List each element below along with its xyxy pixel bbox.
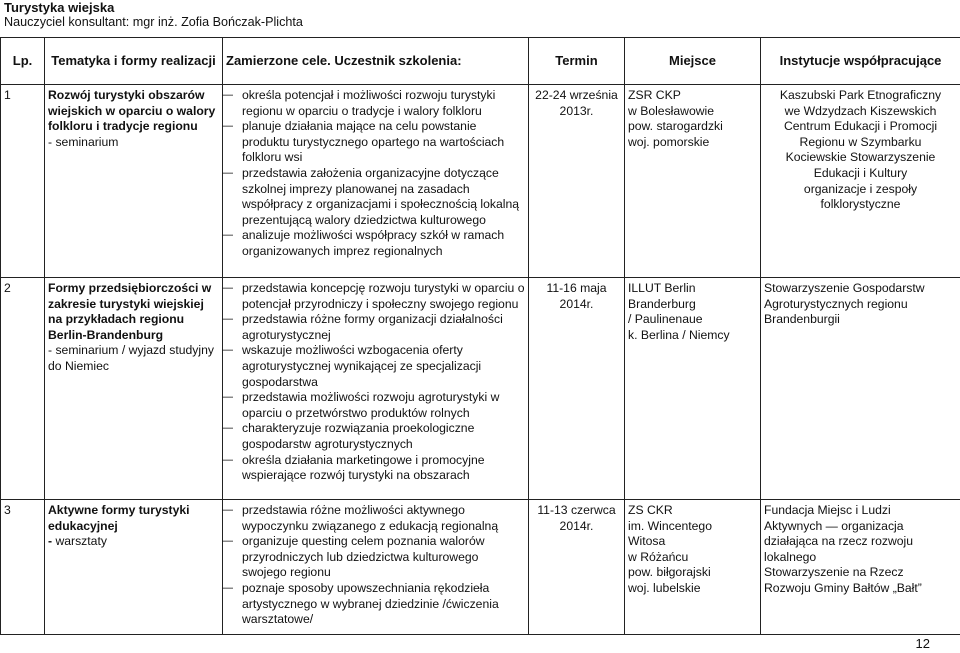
place-line: / Paulinenaue bbox=[628, 312, 703, 327]
goals-cell bbox=[223, 500, 529, 635]
col-header-partners: Instytucje współpracujące bbox=[761, 38, 960, 85]
place-line: Branderburg bbox=[628, 296, 696, 311]
table-row bbox=[1, 500, 960, 635]
goal-item: — organizuje questing celem poznania walorów przyrodniczych lub dziedzictwa kulturowego swojego regionu bbox=[226, 534, 525, 581]
goal-item: — charakteryzuje rozwiązania proekologiczne gospodarstw agroturystycznych bbox=[226, 421, 525, 452]
partner-line: we Wdzydzach Kiszewskich bbox=[784, 103, 937, 118]
col-header-goals: Zamierzone cele. Uczestnik szkolenia: bbox=[223, 38, 529, 85]
goal-item: — określa działania marketingowe i promocyjne wspierające rozwój turystyki na obszarach bbox=[226, 453, 525, 484]
date-cell bbox=[529, 500, 625, 635]
topic-title: Rozwój turystyki obszarów wiejskich w oparciu o walory folkloru i tradycje regionu bbox=[48, 88, 216, 134]
date-line: 11-16 maja bbox=[546, 281, 607, 295]
place-line: woj. pomorskie bbox=[628, 134, 710, 149]
goals-cell bbox=[223, 85, 529, 278]
row-number: 2 bbox=[1, 278, 45, 500]
topic-cell bbox=[45, 278, 223, 500]
topic-form bbox=[48, 534, 219, 550]
topic-form-text: warsztaty bbox=[55, 534, 107, 549]
goal-item: — przedstawia założenia organizacyjne dotyczące szkolnej imprezy planowanej na zasadach współpracy z organizacjami i społecznością lokalną prezentującą walory dziedzictwa kulturowego bbox=[226, 166, 525, 228]
partner-line: Fundacja Miejsc i Ludzi bbox=[764, 503, 891, 517]
partner-line: Centrum Edukacji i Promocji bbox=[783, 119, 938, 134]
col-header-date: Termin bbox=[529, 38, 625, 85]
topic-cell bbox=[45, 500, 223, 635]
partner-line: działająca na rzecz rozwoju bbox=[764, 534, 914, 549]
training-plan-table bbox=[0, 37, 960, 635]
partner-line: Aktywnych — organizacja bbox=[764, 518, 904, 533]
date-line: 22-24 września bbox=[535, 88, 618, 102]
page-number: 12 bbox=[915, 636, 930, 651]
goal-item: — przedstawia różne formy organizacji działalności agroturystycznej bbox=[226, 312, 525, 343]
place-line: ZSR CKP bbox=[628, 88, 681, 102]
partners-cell bbox=[761, 500, 960, 635]
place-cell bbox=[625, 500, 761, 635]
partner-line: Stowarzyszenie Gospodarstw bbox=[764, 281, 925, 295]
goal-item: — przedstawia koncepcję rozwoju turystyki w oparciu o potencjał przyrodniczy i społeczny swojego regionu bbox=[226, 281, 525, 312]
goal-item: — wskazuje możliwości wzbogacenia oferty agroturystycznej wynikającej ze specjalizacji gospodarstwa bbox=[226, 343, 525, 390]
partners-cell bbox=[761, 85, 960, 278]
date-line: 11-13 czerwca bbox=[537, 503, 616, 517]
date-line: 2014r. bbox=[559, 296, 594, 311]
partner-line: Regionu w Szymbarku bbox=[799, 134, 922, 149]
goals-cell bbox=[223, 278, 529, 500]
goal-item: — poznaje sposoby upowszechniania rękodzieła artystycznego w wybranej dziedzinie /ćwiczenia warsztatowe/ bbox=[226, 581, 525, 628]
document-title: Turystyka wiejska bbox=[4, 0, 115, 15]
partner-line: organizacje i zespoły bbox=[803, 181, 918, 196]
table-header-row bbox=[1, 38, 960, 85]
place-line: w Różańcu bbox=[628, 549, 689, 564]
place-line: ILLUT Berlin bbox=[628, 281, 696, 295]
goal-item: — przedstawia różne możliwości aktywnego wypoczynku związanego z edukacją regionalną bbox=[226, 503, 525, 534]
topic-title: Formy przedsiębiorczości w zakresie turystyki wiejskiej na przykładach regionu Berlin-Brandenburg bbox=[48, 281, 212, 342]
col-header-lp: Lp. bbox=[1, 38, 45, 85]
partner-line: Kociewskie Stowarzyszenie bbox=[785, 150, 936, 165]
place-cell bbox=[625, 85, 761, 278]
table-row bbox=[1, 85, 960, 278]
partner-line: lokalnego bbox=[764, 549, 817, 564]
topic-form: - seminarium / wyjazd studyjny do Niemiec bbox=[48, 343, 214, 373]
partners-cell bbox=[761, 278, 960, 500]
goal-item: — określa potencjał i możliwości rozwoju turystyki regionu w oparciu o tradycje i walory folkloru bbox=[226, 88, 525, 119]
place-line: woj. lubelskie bbox=[628, 580, 701, 595]
place-line: w Bolesławowie bbox=[628, 103, 715, 118]
topic-cell bbox=[45, 85, 223, 278]
row-number: 3 bbox=[1, 500, 45, 635]
date-cell bbox=[529, 85, 625, 278]
place-line: Witosa bbox=[628, 534, 666, 549]
partner-line: Kaszubski Park Etnograficzny bbox=[779, 88, 942, 102]
place-line: k. Berlina / Niemcy bbox=[628, 327, 730, 342]
topic-form: - seminarium bbox=[48, 134, 119, 149]
goal-item: — przedstawia możliwości rozwoju agroturystyki w oparciu o przetwórstwo produktów rolnych bbox=[226, 390, 525, 421]
partner-line: Stowarzyszenie na Rzecz bbox=[764, 565, 904, 580]
place-cell bbox=[625, 278, 761, 500]
partner-line: folklorystyczne bbox=[820, 197, 901, 212]
partner-line: Brandenburgii bbox=[764, 312, 840, 327]
date-line: 2014r. bbox=[559, 518, 594, 533]
document-subtitle: Nauczyciel konsultant: mgr inż. Zofia Bończak-Plichta bbox=[4, 15, 303, 29]
date-line: 2013r. bbox=[559, 103, 594, 118]
place-line: ZS CKR bbox=[628, 503, 673, 517]
row-number: 1 bbox=[1, 85, 45, 278]
date-cell bbox=[529, 278, 625, 500]
topic-form-prefix: - bbox=[48, 534, 56, 549]
goal-item: — analizuje możliwości współpracy szkół w ramach organizowanych imprez regionalnych bbox=[226, 228, 525, 259]
topic-title: Aktywne formy turystyki edukacyjnej bbox=[48, 503, 190, 533]
place-line: im. Wincentego bbox=[628, 518, 712, 533]
goal-item: — planuje działania mające na celu powstanie produktu turystycznego opartego na wartościach folkloru wsi bbox=[226, 119, 525, 166]
partner-line: Edukacji i Kultury bbox=[813, 165, 908, 180]
place-line: pow. starogardzki bbox=[628, 119, 723, 134]
col-header-topic: Tematyka i formy realizacji bbox=[45, 38, 223, 85]
place-line: pow. biłgorajski bbox=[628, 565, 711, 580]
partner-line: Agroturystycznych regionu bbox=[764, 296, 908, 311]
partner-line: Rozwoju Gminy Bałtów „Bałt” bbox=[764, 580, 922, 595]
col-header-place: Miejsce bbox=[625, 38, 761, 85]
table-row bbox=[1, 278, 960, 500]
